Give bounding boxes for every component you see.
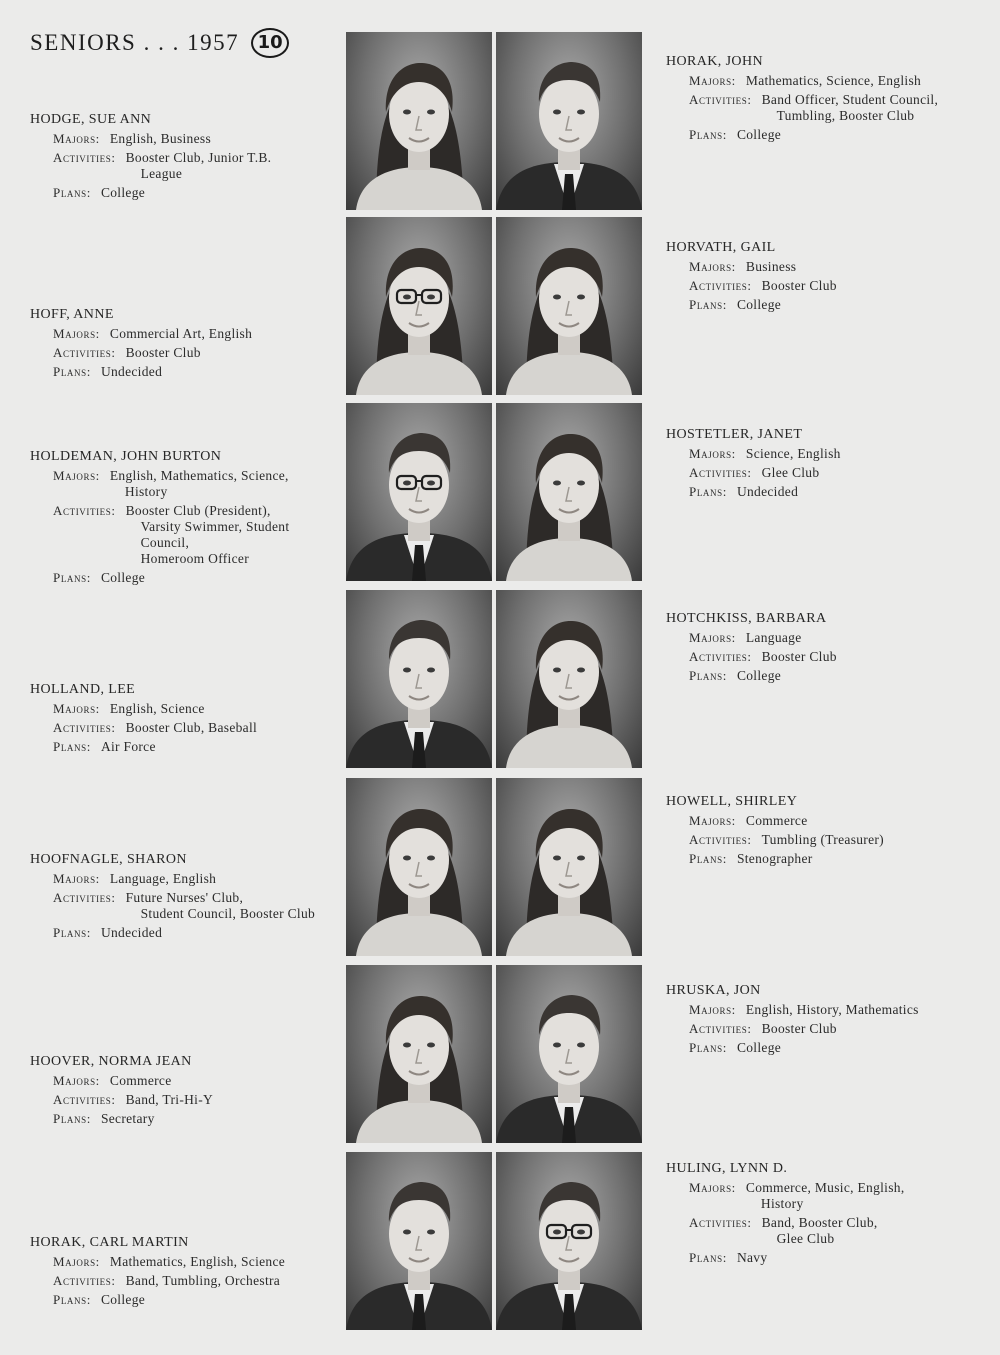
activities-value: [762, 832, 986, 848]
activities-row: [30, 720, 330, 736]
plans-label: Plans:: [53, 1292, 91, 1307]
student-photo: [346, 965, 492, 1143]
student-name: HODGE, SUE ANN: [30, 112, 152, 127]
plans-label: Plans:: [689, 851, 727, 866]
plans-label: Plans:: [689, 1040, 727, 1055]
majors-value: [110, 1254, 330, 1270]
activities-row: [30, 345, 330, 361]
plans-line: Air Force: [100, 739, 156, 754]
student-photo: [496, 403, 642, 581]
majors-label: Majors:: [689, 630, 736, 645]
activities-line: Glee Club: [761, 465, 820, 480]
activities-label: Activities:: [53, 1273, 116, 1288]
majors-label: Majors:: [689, 813, 736, 828]
majors-row: [30, 1254, 330, 1270]
majors-label: Majors:: [689, 1002, 736, 1017]
student-photo: [346, 32, 492, 210]
activities-label: Activities:: [53, 1092, 116, 1107]
activities-label: Activities:: [53, 720, 116, 735]
activities-line: Tumbling, Booster Club: [776, 108, 915, 123]
activities-value: [126, 1092, 330, 1108]
activities-label: Activities:: [53, 503, 116, 518]
plans-line: College: [736, 1040, 782, 1055]
activities-value: [126, 890, 330, 922]
plans-line: Undecided: [736, 484, 799, 499]
majors-label: Majors:: [53, 871, 100, 886]
page-header: [30, 28, 289, 62]
activities-row: [30, 1092, 330, 1108]
activities-row: [666, 1021, 986, 1037]
activities-row: [666, 92, 986, 124]
plans-label: Plans:: [53, 570, 91, 585]
activities-row: [30, 150, 330, 182]
student-name: HORAK, JOHN: [666, 54, 763, 69]
activities-line: Band, Tri-Hi-Y: [125, 1092, 214, 1107]
activities-line: Varsity Swimmer, Student Council,: [140, 519, 290, 550]
majors-label: Majors:: [689, 1180, 736, 1195]
plans-line: Undecided: [100, 364, 163, 379]
activities-line: Band, Booster Club,: [761, 1215, 878, 1230]
student-photo: [346, 1152, 492, 1330]
activities-label: Activities:: [689, 92, 752, 107]
majors-label: Majors:: [53, 1254, 100, 1269]
activities-line: Booster Club: [761, 1021, 837, 1036]
majors-value: [746, 1002, 986, 1018]
senior-entry: [30, 682, 330, 758]
majors-label: Majors:: [53, 1073, 100, 1088]
majors-row: [666, 1180, 986, 1212]
activities-label: Activities:: [689, 1215, 752, 1230]
majors-value: [746, 1180, 986, 1212]
plans-value: [101, 364, 330, 380]
plans-row: [666, 668, 986, 684]
plans-row: [666, 297, 986, 313]
majors-line: English, History, Mathematics: [745, 1002, 919, 1017]
student-name: HOOVER, NORMA JEAN: [30, 1054, 192, 1069]
majors-row: [666, 73, 986, 89]
majors-line: Commerce, Music, English,: [745, 1180, 905, 1195]
activities-label: Activities:: [53, 345, 116, 360]
plans-label: Plans:: [53, 1111, 91, 1126]
plans-value: [737, 484, 986, 500]
activities-line: Band Officer, Student Council,: [761, 92, 939, 107]
senior-entry: [30, 1054, 330, 1130]
majors-value: [110, 131, 330, 147]
majors-value: [110, 1073, 330, 1089]
senior-entry: [30, 307, 330, 383]
plans-row: [30, 1111, 330, 1127]
student-photo: [346, 403, 492, 581]
activities-value: [126, 720, 330, 736]
plans-value: [101, 925, 330, 941]
student-photo: [346, 217, 492, 395]
plans-label: Plans:: [689, 1250, 727, 1265]
student-name: HOSTETLER, JANET: [666, 427, 803, 442]
majors-line: Mathematics, Science, English: [745, 73, 922, 88]
majors-row: [30, 701, 330, 717]
student-photo: [346, 590, 492, 768]
student-name: HORVATH, GAIL: [666, 240, 776, 255]
majors-value: [110, 871, 330, 887]
activities-row: [30, 890, 330, 922]
majors-value: [746, 259, 986, 275]
activities-label: Activities:: [689, 278, 752, 293]
senior-entry: [666, 1161, 986, 1269]
majors-line: Science, English: [745, 446, 841, 461]
plans-line: College: [100, 185, 146, 200]
activities-value: [762, 649, 986, 665]
plans-value: [101, 1292, 330, 1308]
plans-row: [30, 185, 330, 201]
plans-value: [737, 127, 986, 143]
plans-row: [30, 570, 330, 586]
activities-label: Activities:: [689, 649, 752, 664]
activities-line: Homeroom Officer: [140, 551, 249, 566]
activities-row: [666, 1215, 986, 1247]
activities-value: [126, 503, 330, 567]
plans-label: Plans:: [53, 364, 91, 379]
activities-line: Booster Club: [761, 278, 837, 293]
majors-row: [30, 871, 330, 887]
activities-row: [666, 465, 986, 481]
activities-label: Activities:: [689, 1021, 752, 1036]
activities-line: Booster Club (President),: [125, 503, 271, 518]
senior-entry: [30, 852, 330, 944]
plans-value: [737, 1040, 986, 1056]
student-name: HULING, LYNN D.: [666, 1161, 788, 1176]
majors-value: [110, 326, 330, 342]
majors-value: [746, 630, 986, 646]
plans-label: Plans:: [53, 739, 91, 754]
majors-value: [110, 701, 330, 717]
student-photo: [346, 778, 492, 956]
plans-row: [666, 127, 986, 143]
majors-line: Business: [745, 259, 797, 274]
activities-label: Activities:: [53, 150, 116, 165]
majors-line: History: [760, 1196, 804, 1211]
plans-line: College: [100, 1292, 146, 1307]
activities-line: Booster Club: [761, 649, 837, 664]
plans-row: [30, 739, 330, 755]
majors-line: Commerce: [745, 813, 808, 828]
plans-value: [101, 570, 330, 586]
plans-label: Plans:: [53, 185, 91, 200]
majors-line: Commerce: [109, 1073, 172, 1088]
activities-value: [762, 92, 986, 124]
plans-value: [101, 185, 330, 201]
majors-label: Majors:: [53, 468, 100, 483]
student-photo: [496, 217, 642, 395]
activities-label: Activities:: [53, 890, 116, 905]
plans-value: [737, 668, 986, 684]
activities-line: Booster Club, Junior T.B.: [125, 150, 272, 165]
senior-entry: [666, 794, 986, 870]
plans-line: Navy: [736, 1250, 768, 1265]
activities-row: [30, 503, 330, 567]
plans-value: [737, 297, 986, 313]
activities-line: Tumbling (Treasurer): [761, 832, 884, 847]
plans-value: [737, 851, 986, 867]
student-photo: [496, 965, 642, 1143]
plans-line: College: [736, 297, 782, 312]
senior-entry: [30, 1235, 330, 1311]
plans-line: College: [736, 668, 782, 683]
plans-line: Undecided: [100, 925, 163, 940]
majors-line: Language: [745, 630, 802, 645]
senior-entry: [30, 449, 330, 589]
majors-row: [30, 468, 330, 500]
majors-row: [666, 630, 986, 646]
activities-line: League: [140, 166, 183, 181]
majors-line: Commercial Art, English: [109, 326, 253, 341]
page-title: SENIORS . . . 1957: [30, 30, 240, 55]
senior-entry: [666, 983, 986, 1059]
activities-line: Future Nurses' Club,: [125, 890, 244, 905]
majors-line: English, Business: [109, 131, 211, 146]
senior-entry: [666, 427, 986, 503]
plans-row: [666, 1040, 986, 1056]
page-number-badge: 10: [251, 28, 289, 58]
activities-line: Band, Tumbling, Orchestra: [125, 1273, 281, 1288]
majors-line: History: [124, 484, 168, 499]
activities-value: [762, 1021, 986, 1037]
majors-label: Majors:: [53, 701, 100, 716]
plans-row: [666, 851, 986, 867]
plans-row: [666, 484, 986, 500]
student-name: HOFF, ANNE: [30, 307, 114, 322]
activities-row: [666, 649, 986, 665]
majors-label: Majors:: [53, 131, 100, 146]
student-name: HOLDEMAN, JOHN BURTON: [30, 449, 222, 464]
plans-label: Plans:: [53, 925, 91, 940]
majors-line: Language, English: [109, 871, 217, 886]
plans-label: Plans:: [689, 297, 727, 312]
activities-value: [126, 345, 330, 361]
student-photo: [496, 32, 642, 210]
majors-row: [666, 446, 986, 462]
activities-value: [762, 278, 986, 294]
majors-row: [666, 1002, 986, 1018]
activities-label: Activities:: [689, 465, 752, 480]
majors-label: Majors:: [689, 446, 736, 461]
activities-line: Glee Club: [776, 1231, 835, 1246]
plans-label: Plans:: [689, 668, 727, 683]
senior-entry: [666, 54, 986, 146]
plans-value: [737, 1250, 986, 1266]
plans-row: [30, 925, 330, 941]
student-name: HOWELL, SHIRLEY: [666, 794, 798, 809]
activities-line: Booster Club: [125, 345, 201, 360]
plans-label: Plans:: [689, 127, 727, 142]
student-name: HOOFNAGLE, SHARON: [30, 852, 187, 867]
plans-line: College: [736, 127, 782, 142]
majors-value: [746, 446, 986, 462]
activities-label: Activities:: [689, 832, 752, 847]
plans-value: [101, 739, 330, 755]
majors-line: English, Science: [109, 701, 205, 716]
activities-value: [762, 465, 986, 481]
student-name: HOTCHKISS, BARBARA: [666, 611, 827, 626]
activities-row: [666, 832, 986, 848]
plans-label: Plans:: [689, 484, 727, 499]
majors-row: [666, 259, 986, 275]
plans-line: College: [100, 570, 146, 585]
plans-row: [666, 1250, 986, 1266]
majors-value: [746, 73, 986, 89]
activities-line: Student Council, Booster Club: [140, 906, 316, 921]
senior-entry: [666, 240, 986, 316]
majors-line: Mathematics, English, Science: [109, 1254, 286, 1269]
activities-row: [30, 1273, 330, 1289]
majors-row: [30, 131, 330, 147]
majors-line: English, Mathematics, Science,: [109, 468, 289, 483]
majors-label: Majors:: [689, 73, 736, 88]
plans-line: Stenographer: [736, 851, 813, 866]
student-photo: [496, 590, 642, 768]
activities-value: [126, 150, 330, 182]
senior-entry: [30, 112, 330, 204]
majors-label: Majors:: [53, 326, 100, 341]
majors-row: [30, 326, 330, 342]
student-name: HOLLAND, LEE: [30, 682, 136, 697]
majors-row: [666, 813, 986, 829]
activities-value: [126, 1273, 330, 1289]
activities-line: Booster Club, Baseball: [125, 720, 258, 735]
plans-row: [30, 364, 330, 380]
majors-label: Majors:: [689, 259, 736, 274]
senior-entry: [666, 611, 986, 687]
plans-line: Secretary: [100, 1111, 155, 1126]
majors-value: [746, 813, 986, 829]
plans-row: [30, 1292, 330, 1308]
activities-row: [666, 278, 986, 294]
majors-row: [30, 1073, 330, 1089]
student-name: HRUSKA, JON: [666, 983, 761, 998]
plans-value: [101, 1111, 330, 1127]
student-name: HORAK, CARL MARTIN: [30, 1235, 189, 1250]
majors-value: [110, 468, 330, 500]
student-photo: [496, 778, 642, 956]
student-photo: [496, 1152, 642, 1330]
activities-value: [762, 1215, 986, 1247]
